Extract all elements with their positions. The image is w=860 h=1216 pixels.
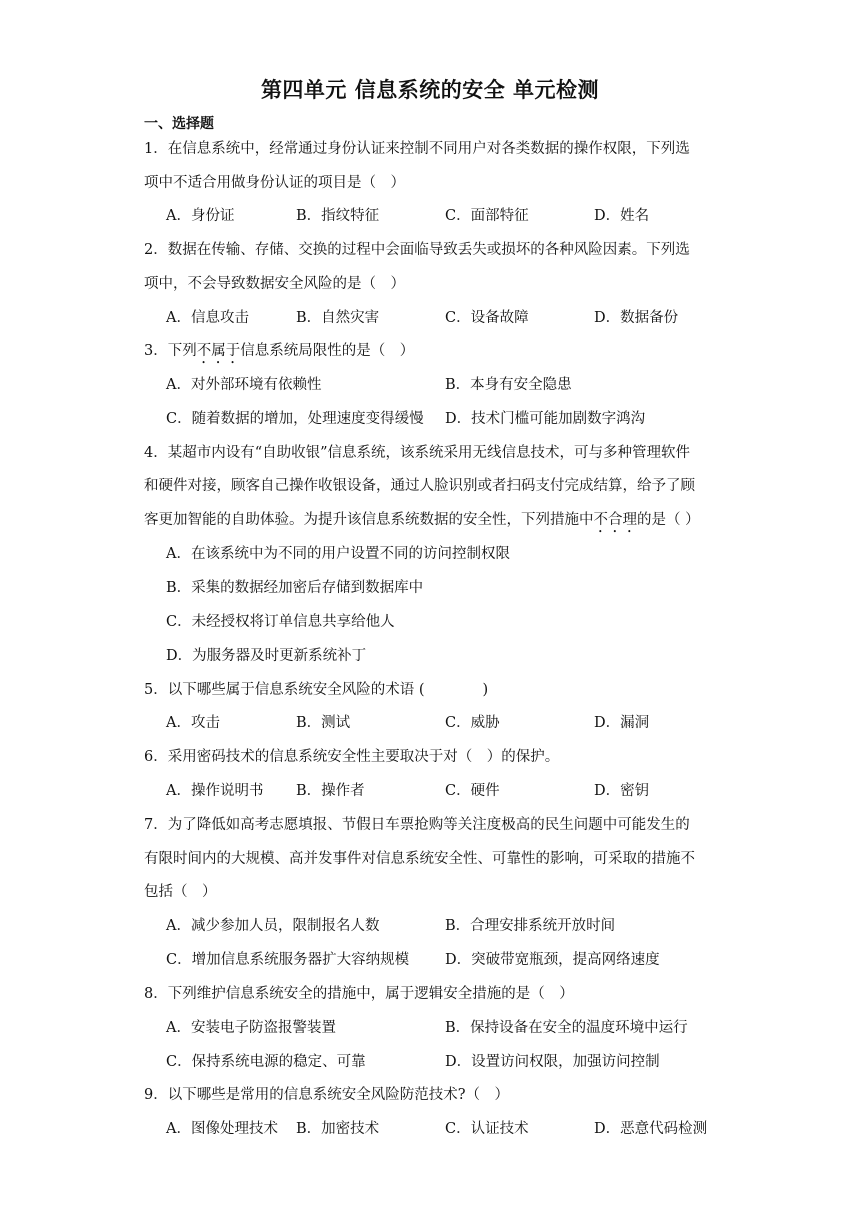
q8-option-d: D．设置访问权限，加强访问控制 bbox=[445, 1054, 660, 1070]
q9-option-c: C．认证技术 bbox=[445, 1121, 529, 1137]
q5-option-d: D．漏洞 bbox=[594, 715, 650, 731]
q3-stem-post: 信息系统局限性的是（ ） bbox=[240, 343, 415, 359]
q7-stem-line3: 包括（ ） bbox=[144, 884, 217, 900]
q3-stem-pre: 3．下列 bbox=[144, 343, 197, 359]
q3-stem-emphasis: 不属于 bbox=[196, 343, 241, 359]
section-heading: 一、选择题 bbox=[144, 116, 214, 132]
q4-stem-line2: 和硬件对接，顾客自己操作收银设备，通过人脸识别或者扫码支付完成结算，给予了顾 bbox=[144, 478, 695, 494]
q4-option-d: D．为服务器及时更新系统补丁 bbox=[166, 648, 367, 664]
q5-option-c: C．威胁 bbox=[445, 715, 500, 731]
q8-option-b: B．保持设备在安全的温度环境中运行 bbox=[445, 1020, 688, 1036]
q4-option-b: B．采集的数据经加密后存储到数据库中 bbox=[166, 580, 424, 596]
q3-option-d: D．技术门槛可能加剧数字鸿沟 bbox=[445, 411, 646, 427]
q9-option-d: D．恶意代码检测 bbox=[594, 1121, 708, 1137]
q7-stem-line2: 有限时间内的大规模、高并发事件对信息系统安全性、可靠性的影响，可采取的措施不 bbox=[144, 851, 695, 867]
q5-stem: 5．以下哪些属于信息系统安全风险的术语 ( ) bbox=[144, 682, 489, 698]
q5-option-a: A．攻击 bbox=[166, 715, 220, 731]
q7-option-d: D．突破带宽瓶颈，提高网络速度 bbox=[445, 952, 660, 968]
q7-option-b: B．合理安排系统开放时间 bbox=[445, 918, 616, 934]
q6-option-c: C．硬件 bbox=[445, 783, 500, 799]
q1-option-c: C．面部特征 bbox=[445, 208, 529, 224]
q8-stem: 8．下列维护信息系统安全的措施中，属于逻辑安全措施的是（ ） bbox=[144, 986, 574, 1002]
q5-option-b: B．测试 bbox=[296, 715, 351, 731]
q9-stem: 9．以下哪些是常用的信息系统安全风险防范技术?（ ） bbox=[144, 1087, 509, 1103]
q3-option-b: B．本身有安全隐患 bbox=[445, 377, 572, 393]
q4-stem-pre: 客更加智能的自助体验。为提升该信息系统数据的安全性，下列措施中 bbox=[144, 512, 594, 528]
q4-stem-emphasis: 不合理 bbox=[593, 512, 637, 528]
q4-option-c: C．未经授权将订单信息共享给他人 bbox=[166, 614, 395, 630]
q7-option-c: C．增加信息系统服务器扩大容纳规模 bbox=[166, 952, 410, 968]
q6-option-d: D．密钥 bbox=[594, 783, 650, 799]
q4-stem-line1: 4．某超市内设有“自助收银”信息系统，该系统采用无线信息技术，可与多种管理软件 bbox=[144, 445, 691, 461]
q7-option-a: A．减少参加人员，限制报名人数 bbox=[166, 918, 380, 934]
q8-option-c: C．保持系统电源的稳定、可靠 bbox=[166, 1054, 366, 1070]
q2-stem-line2: 项中，不会导致数据安全风险的是（ ） bbox=[144, 276, 405, 292]
q3-option-a: A．对外部环境有依赖性 bbox=[166, 377, 322, 393]
q1-option-b: B．指纹特征 bbox=[296, 208, 380, 224]
q2-stem-line1: 2．数据在传输、存储、交换的过程中会面临导致丢失或损坏的各种风险因素。下列选 bbox=[144, 242, 690, 258]
q6-option-b: B．操作者 bbox=[296, 783, 365, 799]
q1-option-a: A．身份证 bbox=[166, 208, 235, 224]
q4-option-a: A．在该系统中为不同的用户设置不同的访问控制权限 bbox=[166, 546, 510, 562]
q1-stem-line1: 1．在信息系统中，经常通过身份认证来控制不同用户对各类数据的操作权限，下列选 bbox=[144, 141, 690, 157]
q8-option-a: A．安装电子防盗报警装置 bbox=[166, 1020, 336, 1036]
q4-stem-line3 bbox=[144, 510, 700, 536]
q1-option-d: D．姓名 bbox=[594, 208, 650, 224]
q4-stem-post: 的是（ ） bbox=[637, 512, 700, 528]
q1-stem-line2: 项中不适合用做身份认证的项目是（ ） bbox=[144, 175, 405, 191]
q3-option-c: C．随着数据的增加，处理速度变得缓慢 bbox=[166, 411, 424, 427]
page-title: 第四单元 信息系统的安全 单元检测 bbox=[260, 78, 600, 102]
q9-option-b: B．加密技术 bbox=[296, 1121, 380, 1137]
q3-stem bbox=[144, 341, 414, 367]
q6-option-a: A．操作说明书 bbox=[166, 783, 264, 799]
q2-option-a: A．信息攻击 bbox=[166, 310, 249, 326]
q2-option-c: C．设备故障 bbox=[445, 310, 529, 326]
q2-option-d: D．数据备份 bbox=[594, 310, 679, 326]
q9-option-a: A．图像处理技术 bbox=[166, 1121, 278, 1137]
q7-stem-line1: 7．为了降低如高考志愿填报、节假日车票抢购等关注度极高的民生问题中可能发生的 bbox=[144, 817, 690, 833]
q6-stem: 6．采用密码技术的信息系统安全性主要取决于对（ ）的保护。 bbox=[144, 749, 560, 765]
q2-option-b: B．自然灾害 bbox=[296, 310, 380, 326]
